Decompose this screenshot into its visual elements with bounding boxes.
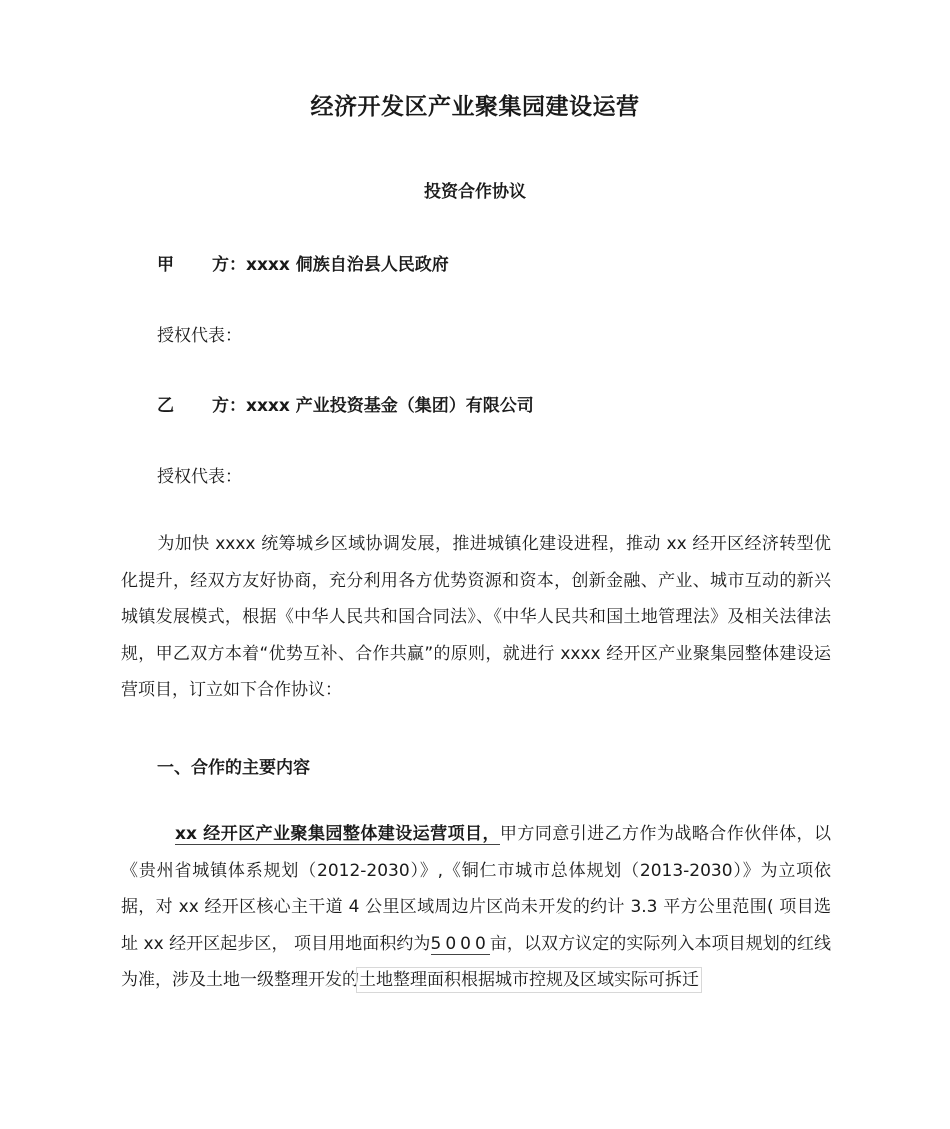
section-1-heading: 一、合作的主要内容 — [157, 758, 310, 778]
preamble-text: 为加快 xxxx 统筹城乡区域协调发展，推进城镇化建设进程，推动 xx 经开区经济转型优化提升，经双方友好协商，充分利用各方优势资源和资本，创新金融、产业、城市互动的新兴城镇发展模式，根据《中华人民共和国合同法》、《中华人民共和国土地管理法》及相关法律法规，甲乙双方本着“优势互补、合作共赢”的原则，就进行 xxxx 经开区产业聚集园整体建设运营项目，订立如下合作协议： — [121, 534, 831, 701]
section-1-paragraph — [121, 816, 831, 999]
party-a-representative: 授权代表： — [157, 326, 242, 346]
party-b-line — [157, 391, 534, 416]
area-value: 5000 — [430, 933, 490, 954]
party-a-name: 方：xxxx 侗族自治县人民政府 — [212, 255, 449, 275]
section-1-text-c: 土地整理面积根据城市控规及区域实际可拆迁 — [359, 970, 699, 991]
party-a-line — [157, 250, 449, 275]
party-a-label: 甲 — [157, 255, 174, 275]
project-name: xx 经开区产业聚集园整体建设运营项目， — [175, 824, 500, 844]
party-b-label: 乙 — [157, 396, 174, 416]
party-b-name: 方：xxxx 产业投资基金（集团）有限公司 — [212, 396, 534, 416]
party-b-representative: 授权代表： — [157, 467, 242, 487]
document-title: 经济开发区产业聚集园建设运营 — [310, 94, 640, 120]
section-1-text-b: 亩，以双方议定的实际列入本项目规划的红线为准，涉及土地一级整理开发的 — [121, 933, 831, 991]
section-1-text-a: 甲方同意引进乙方作为战略合作伙伴体，以《贵州省城镇体系规划（2012-2030）》,《铜仁市城市总体规划（2013-2030）》为立项依据，对 xx 经开区核心主干道 4 公里区域周边片区尚未开发的约计 3.3 平方公里范围( 项目选址 xx 经开区起步区， 项目用地面积约为 — [121, 824, 831, 954]
document-subtitle: 投资合作协议 — [424, 182, 526, 202]
preamble-paragraph — [121, 526, 831, 709]
